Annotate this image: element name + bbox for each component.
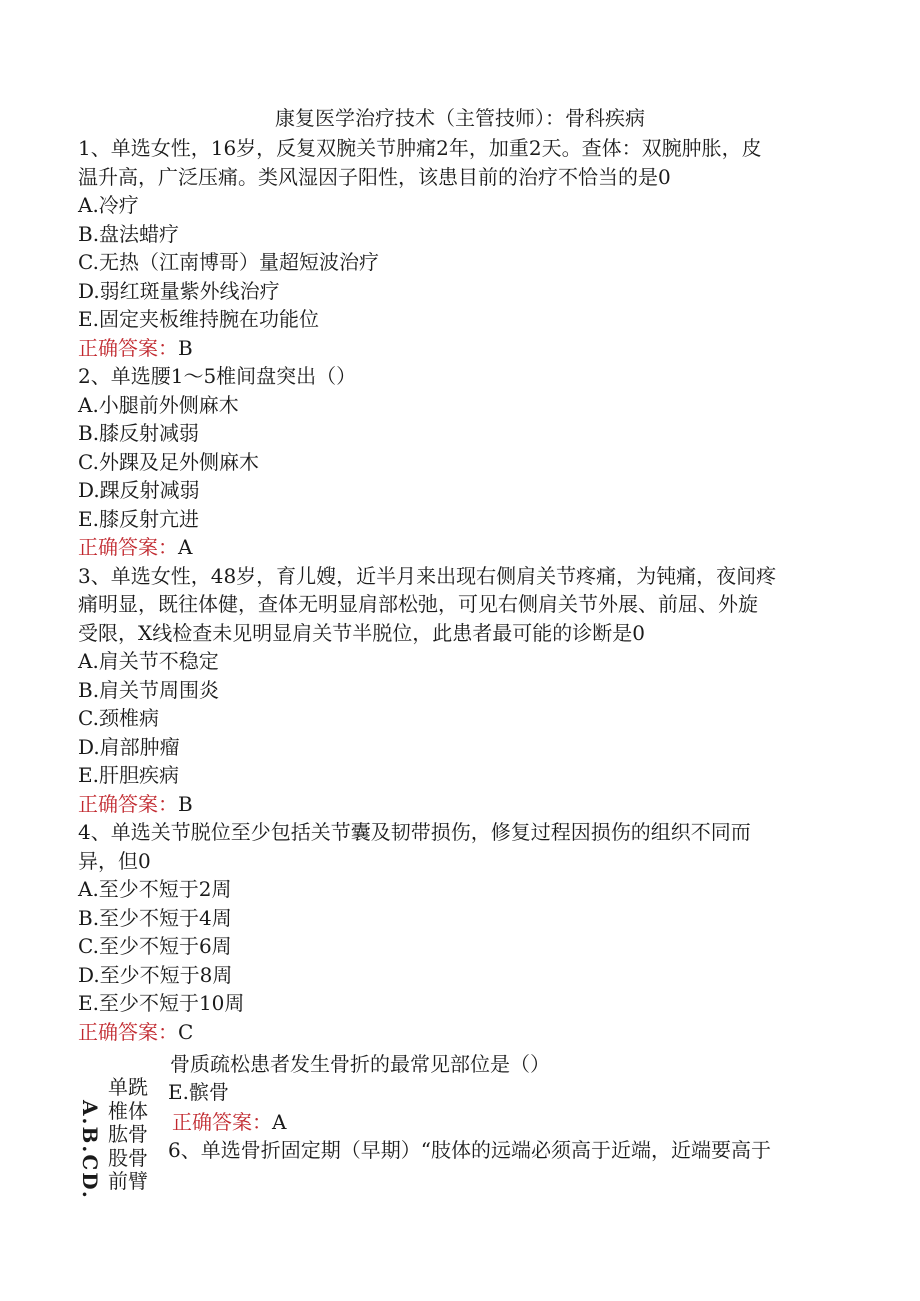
option-item: E.至少不短于10周 xyxy=(78,991,245,1015)
question-stem-line: 3、单选女性，48岁，育儿嫂，近半月来出现右侧肩关节疼痛，为钝痛，夜间疼 xyxy=(78,563,777,588)
option-item: E.膝反射亢进 xyxy=(78,506,199,531)
option-item: D.至少不短于8周 xyxy=(78,962,233,987)
option-item: D.弱红斑量紫外线治疗 xyxy=(78,278,280,303)
question-stem-line: 受限，X线检查未见明显肩关节半脱位，此患者最可能的诊断是0 xyxy=(78,620,645,645)
q5-option-e: E.髌骨 xyxy=(168,1080,229,1104)
option-item: B.膝反射减弱 xyxy=(78,421,200,445)
option-item: C.颈椎病 xyxy=(78,706,159,730)
answer-label: 正确答案： xyxy=(78,791,178,816)
q5-answer xyxy=(172,1108,286,1136)
answer-line xyxy=(78,334,858,362)
answer-line xyxy=(78,533,858,561)
q5-side-word: 股骨 xyxy=(108,1145,148,1170)
q5-side-word: 前臂 xyxy=(108,1169,148,1193)
q5-side-word: 肱骨 xyxy=(108,1122,148,1146)
question-stem-line: 2、单选腰1～5椎间盘突出（） xyxy=(78,364,357,388)
question-stem-line: 痛明显，既往体健，查体无明显肩部松弛，可见右侧肩关节外展、前屈、外旋 xyxy=(78,592,758,616)
option-item: C.无热（江南博哥）量超短波治疗 xyxy=(78,250,379,274)
option-item: B.肩关节周围炎 xyxy=(78,677,220,702)
option-item: D.肩部肿瘤 xyxy=(78,734,180,759)
answer-label: 正确答案： xyxy=(78,535,178,559)
q6-stem: 6、单选骨折固定期（早期）“肢体的远端必须高于近端，近端要高于 xyxy=(168,1138,771,1162)
question-stem-line: 异，但0 xyxy=(78,848,151,873)
answer-line xyxy=(78,1018,858,1046)
option-item: D.踝反射减弱 xyxy=(78,478,200,502)
answer-label: 正确答案： xyxy=(78,335,178,360)
page-title: 康复医学治疗技术（主管技师）：骨科疾病 xyxy=(275,106,645,130)
answer-value: B xyxy=(178,335,193,360)
option-item: C.至少不短于6周 xyxy=(78,934,232,958)
q5-side-word: 单跣 xyxy=(108,1075,148,1099)
option-item: A.肩关节不稳定 xyxy=(78,649,219,673)
answer-value: B xyxy=(178,791,193,816)
answer-label: 正确答案： xyxy=(78,1019,178,1044)
question-stem-line: 4、单选关节脱位至少包括关节囊及韧带损伤，修复过程因损伤的组织不同而 xyxy=(78,820,751,844)
question-stem-line: 温升高，广泛压痛。类风湿因子阳性，该患目前的治疗不恰当的是0 xyxy=(78,164,671,189)
q5-side-options xyxy=(108,1076,158,1194)
option-item: B.至少不短于4周 xyxy=(78,905,232,930)
option-item: E.肝胆疾病 xyxy=(78,763,179,787)
option-item: B.盘法蜡疗 xyxy=(78,221,180,246)
option-item: A.冷疗 xyxy=(78,193,139,217)
answer-value: C xyxy=(178,1019,194,1044)
q5-vertical-letters: A.B.CD. xyxy=(78,1100,102,1200)
option-item: A.小腿前外侧麻木 xyxy=(78,392,239,417)
option-item: C.外踝及足外侧麻木 xyxy=(78,449,259,474)
answer-label: 正确答案： xyxy=(172,1110,272,1134)
answer-value: A xyxy=(272,1110,287,1134)
q5-stem: 骨质疏松患者发生骨折的最常见部位是（） xyxy=(170,1052,550,1076)
q5-side-word: 椎体 xyxy=(108,1098,148,1123)
option-item: A.至少不短于2周 xyxy=(78,877,232,901)
option-item: E.固定夹板维持腕在功能位 xyxy=(78,307,319,331)
question-stem-line: 1、单选女性，16岁，反复双腕关节肿痛2年，加重2天。查体：双腕肿胀，皮 xyxy=(78,136,762,160)
answer-value: A xyxy=(178,535,193,559)
answer-line xyxy=(78,790,858,818)
